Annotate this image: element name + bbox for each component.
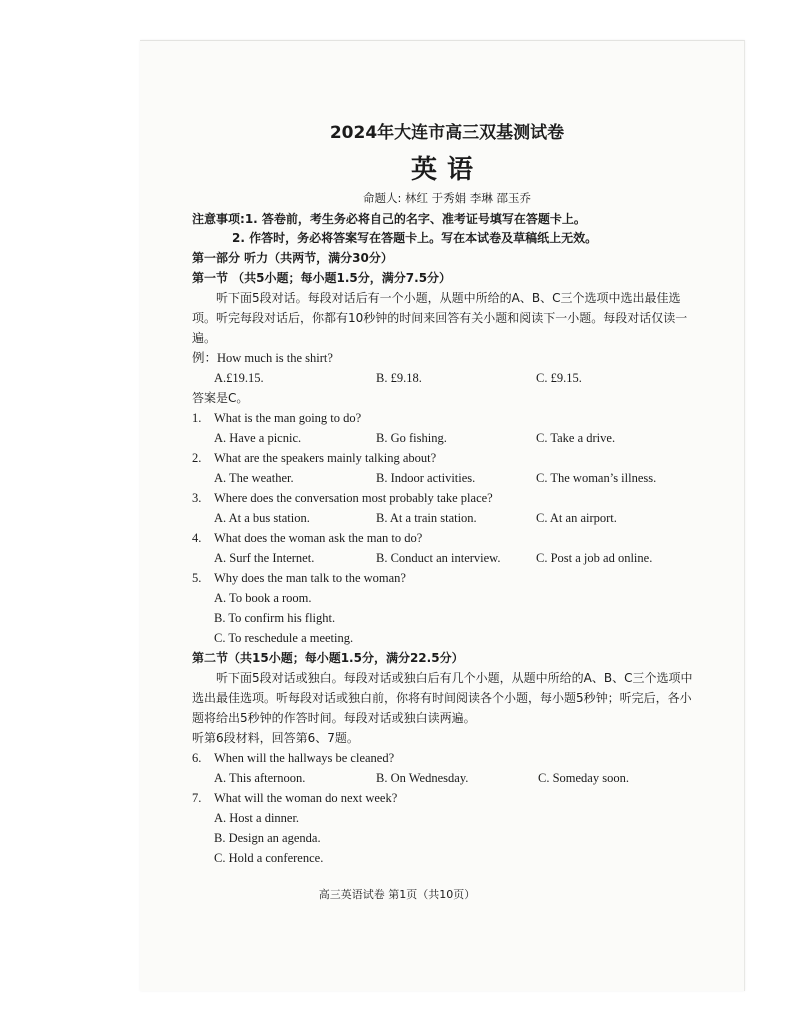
exam-title: 2024年大连市高三双基测试卷: [329, 123, 565, 143]
question-6: [192, 748, 702, 788]
question-3: [192, 488, 702, 528]
question-number: 6.: [192, 751, 202, 765]
option-a: A. Host a dinner.: [214, 811, 300, 825]
option-a: A. To book a room.: [214, 591, 312, 605]
example-prompt: 例：How much is the shirt?: [192, 351, 333, 365]
authors-line: 命题人: 林红 于秀娟 李琳 邵玉乔: [363, 191, 531, 205]
question-1: [192, 408, 702, 448]
question-5: [192, 568, 702, 648]
page-footer: 高三英语试卷 第1页（共10页）: [318, 888, 476, 901]
question-4: [192, 528, 702, 568]
option-b: B. On Wednesday.: [376, 771, 469, 785]
material-6-heading: 听第6段材料，回答第6、7题。: [192, 731, 359, 745]
example-option-a: A.£19.15.: [214, 371, 264, 385]
option-b: B. To confirm his flight.: [214, 611, 336, 625]
section1-heading: 第一节 （共5小题；每小题1.5分，满分7.5分）: [192, 271, 452, 285]
notice-item-1-text: 1. 答卷前，考生务必将自己的名字、准考证号填写在答题卡上。: [244, 212, 586, 226]
option-c: C. To reschedule a meeting.: [214, 631, 354, 645]
option-b: B. Indoor activities.: [376, 471, 476, 485]
section2-instructions: 听下面5段对话或独白。每段对话或独白后有几个小题，从题中所给的A、B、C三个选项中选出最佳选项。听每段对话或独白前，你将有时间阅读各个小题，每小题5秒钟；听完后，各小题将给出5秒钟的作答时间。每段对话或独白读两遍。: [192, 671, 693, 725]
option-b: B. Design an agenda.: [214, 831, 321, 845]
question-text: What will the woman do next week?: [214, 791, 398, 805]
section2-heading: 第二节（共15小题；每小题1.5分，满分22.5分）: [192, 651, 464, 665]
option-c: C. Someday soon.: [538, 771, 629, 785]
question-2: [192, 448, 702, 488]
question-text: Where does the conversation most probably take place?: [214, 491, 493, 505]
question-7: [192, 788, 702, 868]
option-a: A. At a bus station.: [214, 511, 310, 525]
example-option-b: B. £9.18.: [376, 371, 422, 385]
question-number: 3.: [192, 491, 202, 505]
option-a: A. Surf the Internet.: [214, 551, 315, 565]
option-b: B. Conduct an interview.: [376, 551, 501, 565]
option-c: C. Take a drive.: [536, 431, 616, 445]
question-text: When will the hallways be cleaned?: [214, 751, 395, 765]
question-number: 1.: [192, 411, 202, 425]
option-c: C. The woman’s illness.: [536, 471, 657, 485]
option-a: A. Have a picnic.: [214, 431, 302, 445]
question-number: 2.: [192, 451, 202, 465]
example-option-c: C. £9.15.: [536, 371, 582, 385]
option-a: A. This afternoon.: [214, 771, 306, 785]
part1-heading: 第一部分 听力（共两节，满分30分）: [192, 251, 393, 265]
option-c: C. Hold a conference.: [214, 851, 324, 865]
question-text: Why does the man talk to the woman?: [214, 571, 406, 585]
question-number: 5.: [192, 571, 202, 585]
subject-title: 英语: [410, 155, 483, 185]
question-number: 4.: [192, 531, 202, 545]
notice-label: 注意事项:: [192, 212, 245, 226]
question-text: What are the speakers mainly talking about?: [214, 451, 437, 465]
notice-item-1: [192, 210, 702, 229]
example-options: [192, 368, 702, 388]
option-c: C. Post a job ad online.: [536, 551, 653, 565]
option-a: A. The weather.: [214, 471, 294, 485]
example-answer: 答案是C。: [192, 391, 249, 405]
option-b: B. At a train station.: [376, 511, 477, 525]
question-number: 7.: [192, 791, 202, 805]
question-text: What is the man going to do?: [214, 411, 362, 425]
option-b: B. Go fishing.: [376, 431, 447, 445]
notice-item-2: 2. 作答时，务必将答案写在答题卡上。写在本试卷及草稿纸上无效。: [232, 231, 598, 245]
exam-page-content: [192, 118, 702, 868]
option-c: C. At an airport.: [536, 511, 617, 525]
section1-instructions: 听下面5段对话。每段对话后有一个小题，从题中所给的A、B、C三个选项中选出最佳选项。听完每段对话后，你都有10秒钟的时间来回答有关小题和阅读下一小题。每段对话仅读一遍。: [192, 291, 688, 345]
question-text: What does the woman ask the man to do?: [214, 531, 423, 545]
